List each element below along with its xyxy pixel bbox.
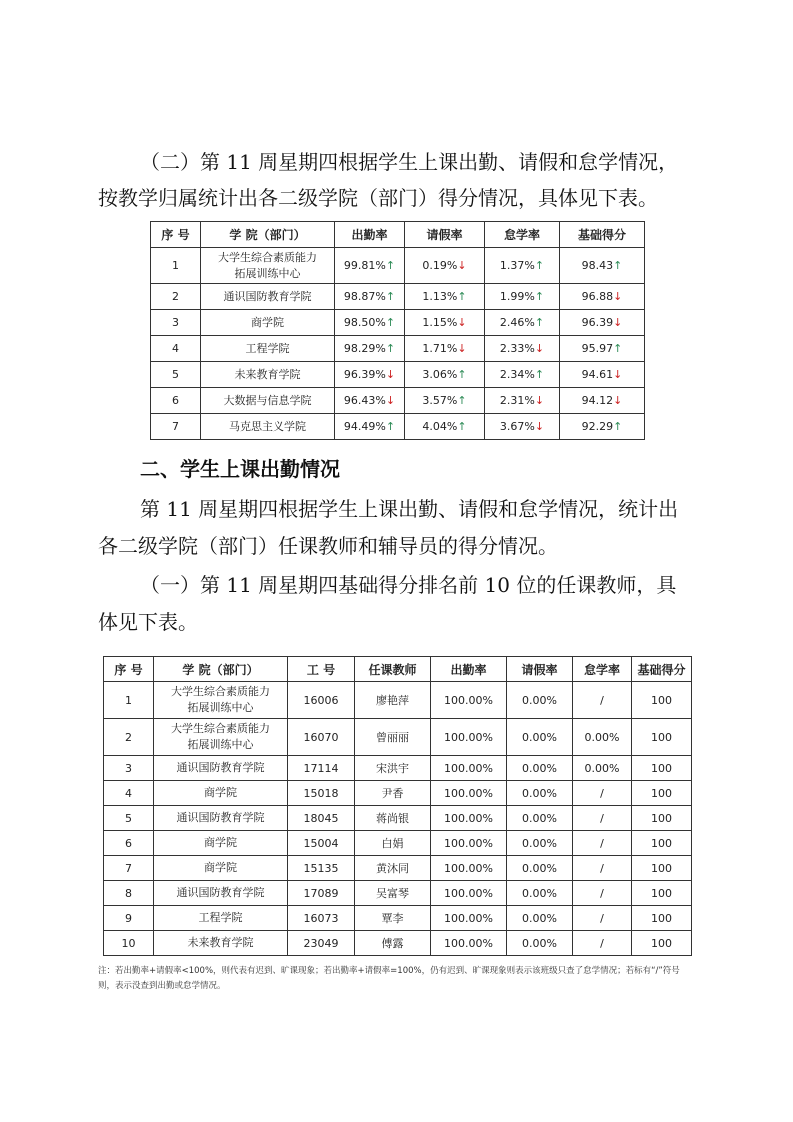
row-score [560, 310, 645, 336]
college-score-table [150, 221, 645, 440]
row-college [154, 906, 288, 931]
table-row [151, 284, 645, 310]
row-no: 1 [151, 248, 201, 284]
header-teacher: 任课教师 [355, 657, 431, 682]
row-college [201, 362, 335, 388]
row-no: 2 [151, 284, 201, 310]
row-no: 7 [151, 414, 201, 440]
row-staff-id: 16006 [288, 682, 355, 719]
college-name-line-1: 大学生综合素质能力 [171, 722, 270, 735]
row-score: 100 [632, 756, 692, 781]
row-no: 9 [104, 906, 154, 931]
row-college [154, 881, 288, 906]
attendance-value: 99.81% [343, 259, 386, 272]
row-teacher: 黄沐同 [355, 856, 431, 881]
arrow-up-icon: ↑ [613, 259, 623, 272]
truancy-value: 1.99% [499, 290, 535, 303]
row-truancy: 0.00% [573, 719, 632, 756]
header-score: 基础得分 [632, 657, 692, 682]
college-name-line-1: 工程学院 [245, 341, 290, 355]
header-truancy: 怠学率 [573, 657, 632, 682]
row-score [560, 362, 645, 388]
row-leave: 0.00% [507, 831, 573, 856]
row-truancy [485, 248, 560, 284]
row-staff-id: 15004 [288, 831, 355, 856]
arrow-down-icon: ↓ [457, 259, 467, 272]
row-score: 100 [632, 906, 692, 931]
row-score: 100 [632, 806, 692, 831]
attendance-value: 96.39% [343, 368, 386, 381]
arrow-down-icon: ↓ [613, 316, 623, 329]
row-truancy: / [573, 831, 632, 856]
row-college [201, 414, 335, 440]
header-staff-id: 工 号 [288, 657, 355, 682]
leave-value: 4.04% [422, 420, 458, 433]
row-truancy: / [573, 806, 632, 831]
row-attendance: 100.00% [431, 906, 507, 931]
row-truancy: / [573, 856, 632, 881]
college-name-line-1: 通识国防教育学院 [176, 886, 265, 899]
header-attendance: 出勤率 [335, 222, 405, 248]
row-truancy: / [573, 931, 632, 956]
college-name-line-1: 商学院 [204, 836, 237, 849]
leave-value: 1.71% [422, 342, 458, 355]
row-college [154, 856, 288, 881]
table-row [151, 414, 645, 440]
table-row [104, 881, 692, 906]
row-college [154, 781, 288, 806]
row-leave [405, 284, 485, 310]
row-truancy: 0.00% [573, 756, 632, 781]
row-staff-id: 15018 [288, 781, 355, 806]
row-truancy [485, 284, 560, 310]
arrow-up-icon: ↑ [534, 259, 545, 272]
table-row [151, 388, 645, 414]
table-row [151, 248, 645, 284]
college-name-line-1: 大学生综合素质能力 [218, 250, 317, 264]
row-staff-id: 17114 [288, 756, 355, 781]
paragraph-1-line-1: （二）第 11 周星期四根据学生上课出勤、请假和怠学情况， [140, 150, 679, 174]
arrow-down-icon: ↓ [457, 316, 467, 329]
college-name-line-1: 工程学院 [198, 911, 243, 924]
header-college: 学 院（部门） [201, 222, 335, 248]
paragraph-2-line-1: 第 11 周星期四根据学生上课出勤、请假和怠学情况，统计出 [140, 497, 679, 521]
row-teacher: 吴富琴 [355, 881, 431, 906]
row-leave [405, 310, 485, 336]
arrow-down-icon: ↓ [613, 368, 623, 381]
row-staff-id: 23049 [288, 931, 355, 956]
row-teacher: 傅露 [355, 931, 431, 956]
arrow-up-icon: ↑ [534, 290, 545, 303]
row-leave: 0.00% [507, 856, 573, 881]
arrow-up-icon: ↑ [457, 368, 467, 381]
row-leave [405, 362, 485, 388]
college-name-line-1: 通识国防教育学院 [176, 761, 265, 774]
header-no: 序 号 [104, 657, 154, 682]
row-no: 5 [104, 806, 154, 831]
header-truancy: 怠学率 [485, 222, 560, 248]
row-teacher: 覃李 [355, 906, 431, 931]
row-truancy [485, 336, 560, 362]
row-teacher: 白娟 [355, 831, 431, 856]
score-value: 94.12 [581, 394, 614, 407]
row-truancy [485, 310, 560, 336]
row-truancy [485, 388, 560, 414]
row-leave [405, 336, 485, 362]
attendance-value: 98.29% [343, 342, 386, 355]
attendance-value: 98.50% [343, 316, 386, 329]
row-leave [405, 414, 485, 440]
row-truancy [485, 362, 560, 388]
row-attendance: 100.00% [431, 831, 507, 856]
arrow-up-icon: ↑ [385, 316, 396, 329]
row-college [154, 931, 288, 956]
row-college [154, 719, 288, 756]
row-college [154, 831, 288, 856]
row-truancy: / [573, 906, 632, 931]
row-teacher: 尹香 [355, 781, 431, 806]
table-row [104, 906, 692, 931]
arrow-up-icon: ↑ [457, 290, 467, 303]
row-attendance [335, 284, 405, 310]
row-teacher: 廖艳萍 [355, 682, 431, 719]
row-no: 10 [104, 931, 154, 956]
row-college [201, 388, 335, 414]
attendance-value: 98.87% [343, 290, 386, 303]
table-row [151, 362, 645, 388]
row-no: 4 [104, 781, 154, 806]
row-teacher: 曾丽丽 [355, 719, 431, 756]
row-score [560, 336, 645, 362]
college-name-line-2: 拓展训练中心 [187, 701, 254, 714]
college-name-line-1: 大学生综合素质能力 [171, 685, 270, 698]
row-leave: 0.00% [507, 756, 573, 781]
row-leave [405, 248, 485, 284]
footnote-line-2: 则，表示没查到出勤或怠学情况。 [98, 981, 226, 991]
row-score: 100 [632, 931, 692, 956]
row-attendance: 100.00% [431, 719, 507, 756]
row-attendance [335, 248, 405, 284]
row-score [560, 248, 645, 284]
row-score [560, 414, 645, 440]
truancy-value: 3.67% [499, 420, 535, 433]
college-name-line-2: 拓展训练中心 [234, 266, 301, 280]
leave-value: 3.06% [422, 368, 458, 381]
row-leave: 0.00% [507, 931, 573, 956]
arrow-down-icon: ↓ [385, 368, 396, 381]
college-name-line-1: 商学院 [251, 315, 284, 329]
table-row [104, 719, 692, 756]
arrow-down-icon: ↓ [613, 394, 623, 407]
arrow-up-icon: ↑ [385, 259, 396, 272]
arrow-up-icon: ↑ [613, 342, 623, 355]
truancy-value: 2.34% [499, 368, 535, 381]
row-score: 100 [632, 831, 692, 856]
row-attendance: 100.00% [431, 806, 507, 831]
score-value: 94.61 [581, 368, 614, 381]
score-value: 92.29 [581, 420, 614, 433]
row-no: 4 [151, 336, 201, 362]
attendance-value: 96.43% [343, 394, 386, 407]
paragraph-3-line-1: （一）第 11 周星期四基础得分排名前 10 位的任课教师，具 [140, 573, 677, 597]
arrow-up-icon: ↑ [457, 420, 467, 433]
row-college [154, 682, 288, 719]
arrow-up-icon: ↑ [534, 316, 545, 329]
header-leave: 请假率 [507, 657, 573, 682]
row-college [154, 756, 288, 781]
row-score [560, 284, 645, 310]
leave-value: 1.13% [422, 290, 458, 303]
header-score: 基础得分 [560, 222, 645, 248]
row-truancy [485, 414, 560, 440]
table-row [104, 682, 692, 719]
table-row [104, 806, 692, 831]
score-value: 95.97 [581, 342, 614, 355]
arrow-down-icon: ↓ [534, 342, 545, 355]
score-value: 96.39 [581, 316, 614, 329]
paragraph-1-line-2: 按教学归属统计出各二级学院（部门）得分情况，具体见下表。 [98, 186, 658, 210]
row-attendance: 100.00% [431, 881, 507, 906]
paragraph-2-line-2: 各二级学院（部门）任课教师和辅导员的得分情况。 [98, 534, 558, 558]
arrow-up-icon: ↑ [385, 290, 396, 303]
row-no: 3 [104, 756, 154, 781]
row-college [201, 310, 335, 336]
row-attendance [335, 336, 405, 362]
row-leave: 0.00% [507, 806, 573, 831]
row-staff-id: 17089 [288, 881, 355, 906]
row-attendance [335, 362, 405, 388]
row-leave: 0.00% [507, 682, 573, 719]
row-attendance: 100.00% [431, 682, 507, 719]
row-staff-id: 16073 [288, 906, 355, 931]
row-score [560, 388, 645, 414]
arrow-down-icon: ↓ [534, 420, 545, 433]
leave-value: 1.15% [422, 316, 458, 329]
table-row [104, 931, 692, 956]
truancy-value: 2.31% [499, 394, 535, 407]
row-no: 1 [104, 682, 154, 719]
row-leave [405, 388, 485, 414]
row-attendance [335, 388, 405, 414]
header-no: 序 号 [151, 222, 201, 248]
table-row [104, 756, 692, 781]
row-no: 3 [151, 310, 201, 336]
score-value: 98.43 [581, 259, 614, 272]
row-teacher: 蒋尚银 [355, 806, 431, 831]
arrow-up-icon: ↑ [534, 368, 545, 381]
arrow-up-icon: ↑ [613, 420, 623, 433]
college-name-line-1: 马克思主义学院 [229, 419, 306, 433]
row-college [201, 336, 335, 362]
truancy-value: 2.46% [499, 316, 535, 329]
score-value: 96.88 [581, 290, 614, 303]
college-name-line-1: 通识国防教育学院 [176, 811, 265, 824]
header-college: 学 院（部门） [154, 657, 288, 682]
row-no: 8 [104, 881, 154, 906]
row-attendance: 100.00% [431, 756, 507, 781]
paragraph-3-line-2: 体见下表。 [98, 610, 198, 634]
row-leave: 0.00% [507, 881, 573, 906]
row-truancy: / [573, 881, 632, 906]
row-attendance: 100.00% [431, 931, 507, 956]
table-row [104, 781, 692, 806]
college-name-line-1: 通识国防教育学院 [223, 289, 312, 303]
row-staff-id: 18045 [288, 806, 355, 831]
row-score: 100 [632, 682, 692, 719]
header-attendance: 出勤率 [431, 657, 507, 682]
row-attendance [335, 414, 405, 440]
teacher-ranking-table [103, 656, 692, 956]
row-leave: 0.00% [507, 906, 573, 931]
row-college [154, 806, 288, 831]
row-teacher: 宋洪宇 [355, 756, 431, 781]
row-no: 2 [104, 719, 154, 756]
row-no: 5 [151, 362, 201, 388]
college-name-line-1: 商学院 [204, 786, 237, 799]
table-row [151, 336, 645, 362]
row-score: 100 [632, 719, 692, 756]
row-leave: 0.00% [507, 719, 573, 756]
truancy-value: 1.37% [499, 259, 535, 272]
row-leave: 0.00% [507, 781, 573, 806]
college-name-line-1: 商学院 [204, 861, 237, 874]
section-heading: 二、学生上课出勤情况 [140, 457, 340, 481]
row-staff-id: 15135 [288, 856, 355, 881]
row-score: 100 [632, 881, 692, 906]
row-college [201, 248, 335, 284]
arrow-down-icon: ↓ [457, 342, 467, 355]
footnote-line-1: 注：若出勤率+请假率<100%，则代表有迟到、旷课现象；若出勤率+请假率=100%，仍有迟到、旷课现象则表示该班级只查了怠学情况；若标有“/”符号 [98, 966, 680, 976]
row-attendance: 100.00% [431, 781, 507, 806]
table-row [104, 856, 692, 881]
college-name-line-1: 未来教育学院 [234, 367, 301, 381]
arrow-up-icon: ↑ [385, 342, 396, 355]
arrow-down-icon: ↓ [534, 394, 545, 407]
table-row [151, 310, 645, 336]
leave-value: 3.57% [422, 394, 458, 407]
arrow-up-icon: ↑ [457, 394, 467, 407]
college-name-line-1: 未来教育学院 [187, 936, 254, 949]
row-no: 6 [104, 831, 154, 856]
row-truancy: / [573, 682, 632, 719]
arrow-up-icon: ↑ [385, 420, 396, 433]
table-header-row [151, 222, 645, 248]
arrow-down-icon: ↓ [613, 290, 623, 303]
header-leave: 请假率 [405, 222, 485, 248]
row-truancy: / [573, 781, 632, 806]
row-score: 100 [632, 781, 692, 806]
truancy-value: 2.33% [499, 342, 535, 355]
row-attendance [335, 310, 405, 336]
row-no: 7 [104, 856, 154, 881]
college-name-line-1: 大数据与信息学院 [223, 393, 312, 407]
college-name-line-2: 拓展训练中心 [187, 738, 254, 751]
table-footnote [98, 964, 696, 994]
row-college [201, 284, 335, 310]
table-row [104, 831, 692, 856]
leave-value: 0.19% [422, 259, 458, 272]
attendance-value: 94.49% [343, 420, 386, 433]
row-no: 6 [151, 388, 201, 414]
arrow-down-icon: ↓ [385, 394, 396, 407]
table-header-row [104, 657, 692, 682]
row-attendance: 100.00% [431, 856, 507, 881]
row-staff-id: 16070 [288, 719, 355, 756]
row-score: 100 [632, 856, 692, 881]
